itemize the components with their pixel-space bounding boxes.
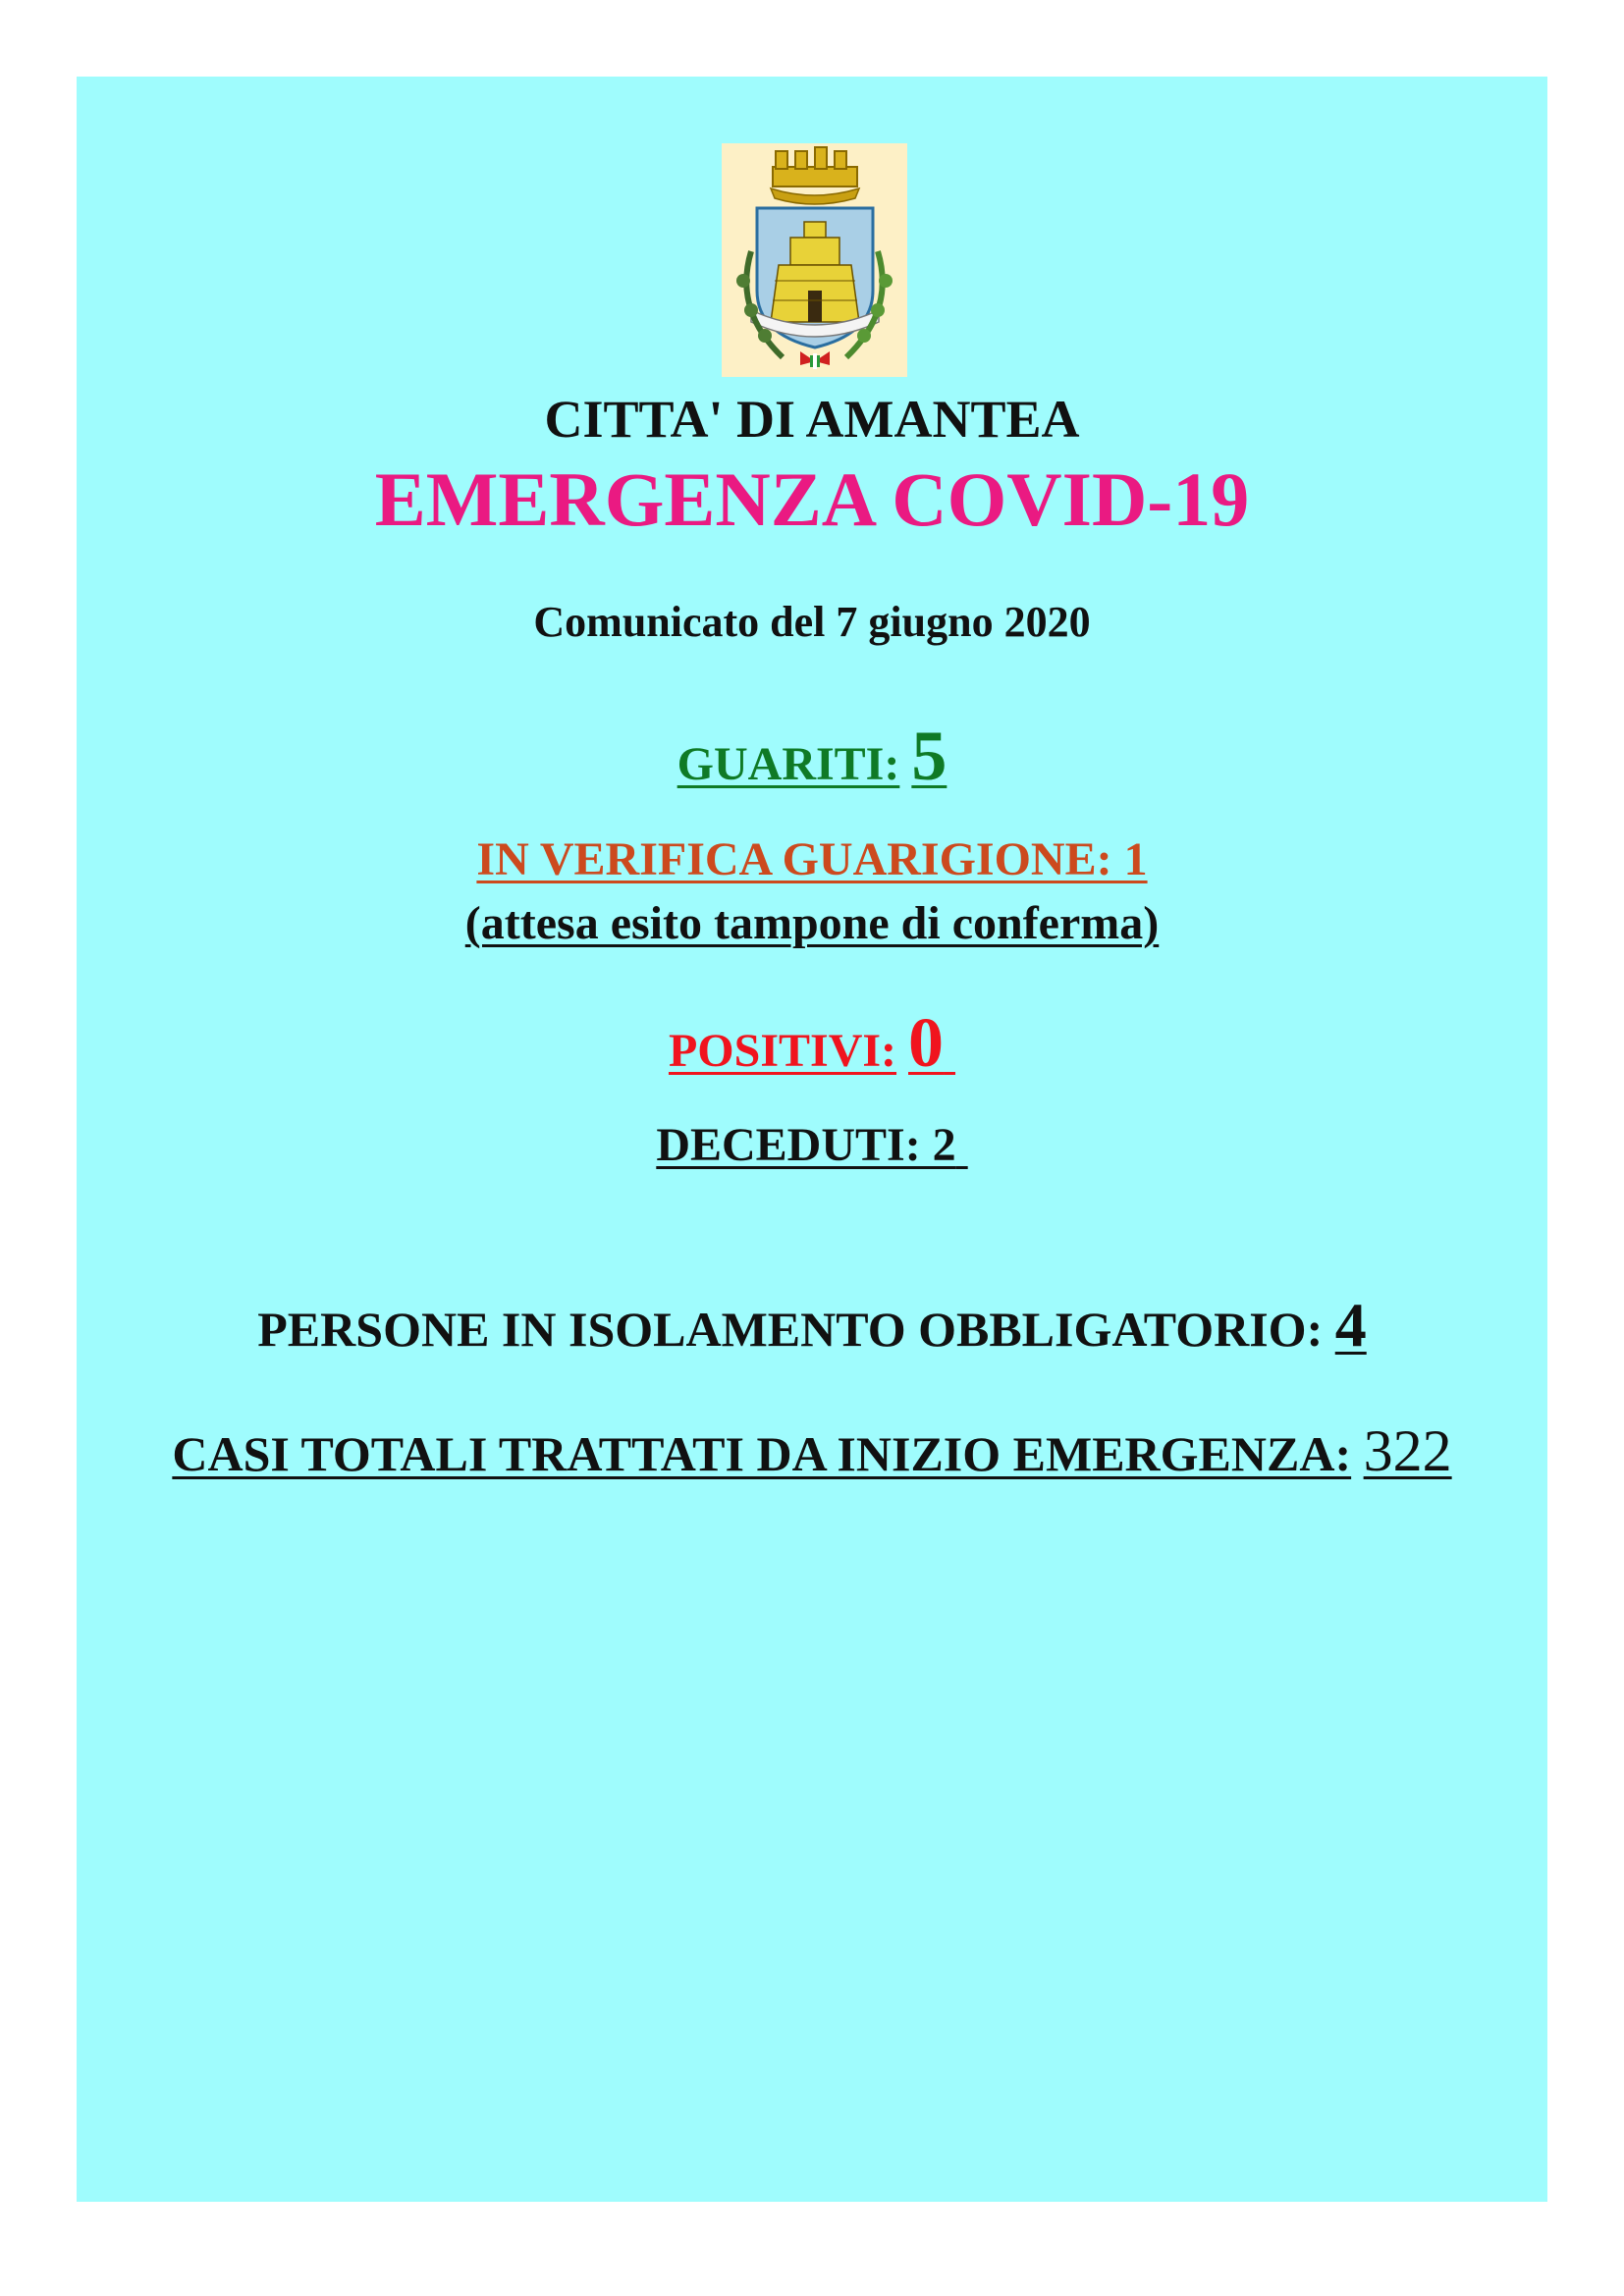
deceased-text: DECEDUTI: 2 xyxy=(656,1119,956,1171)
total-cases-count xyxy=(0,1418,1624,1483)
recovered-label: GUARITI: xyxy=(677,738,900,790)
verification-count xyxy=(0,833,1624,885)
bulletin-date: Comunicato del 7 giugno 2020 xyxy=(533,598,1091,646)
positive-value: 0 xyxy=(908,1003,945,1082)
recovered-value: 5 xyxy=(911,717,947,795)
positive-count xyxy=(0,1003,1624,1082)
total-cases-value: 322 xyxy=(1363,1418,1452,1483)
positive-label: POSITIVI: xyxy=(668,1025,897,1077)
isolation-label: PERSONE IN ISOLAMENTO OBBLIGATORIO: xyxy=(257,1302,1324,1357)
deceased-count xyxy=(0,1119,1624,1171)
emergency-title: EMERGENZA COVID-19 xyxy=(374,456,1250,542)
verification-text: IN VERIFICA GUARIGIONE: 1 xyxy=(476,833,1148,885)
city-name: CITTA' DI AMANTEA xyxy=(544,390,1080,449)
awaiting-test-note xyxy=(0,897,1624,949)
total-cases-label: CASI TOTALI TRATTATI DA INIZIO EMERGENZA: xyxy=(172,1426,1352,1481)
awaiting-note-text: (attesa esito tampone di conferma) xyxy=(464,897,1160,949)
isolation-value: 4 xyxy=(1334,1290,1367,1360)
isolation-count xyxy=(0,1290,1624,1360)
coat-of-arms-icon xyxy=(722,143,907,377)
recovered-count xyxy=(0,717,1624,795)
